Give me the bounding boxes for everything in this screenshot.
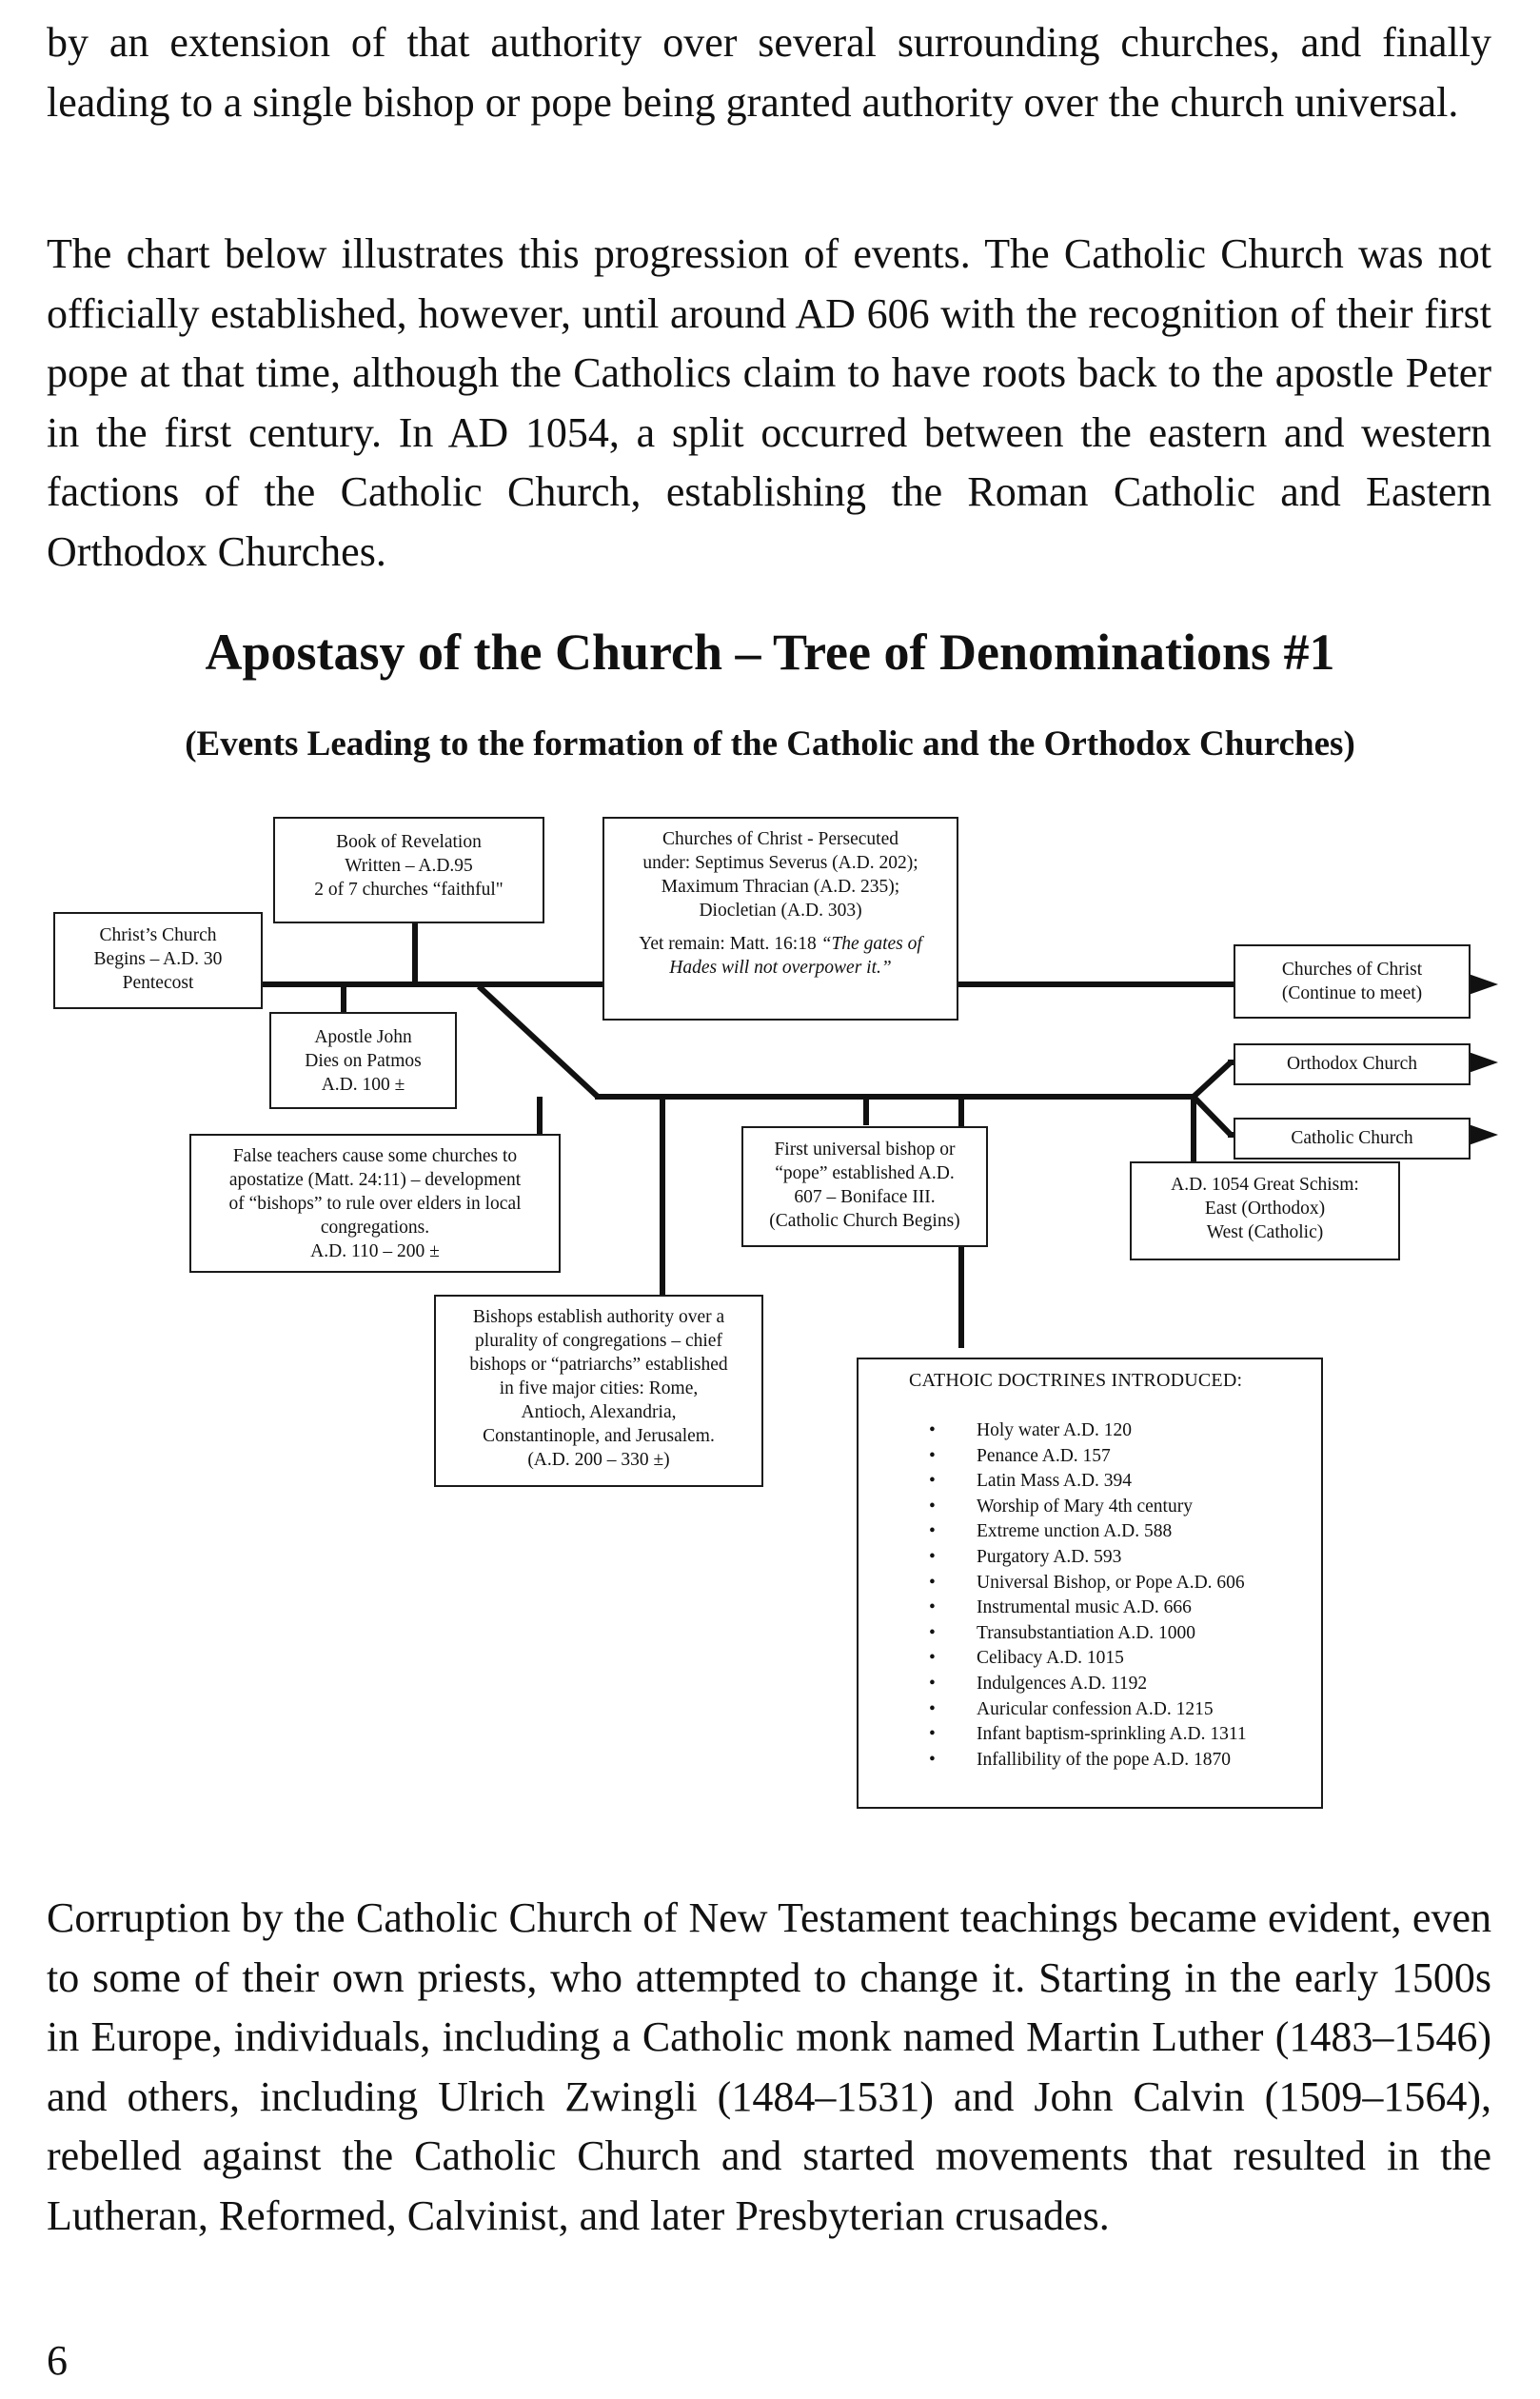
box-line: (A.D. 200 – 330 ±) [527, 1450, 670, 1470]
doctrine-item [859, 1418, 1247, 1444]
doctrine-text: Indulgences A.D. 1192 [977, 1673, 1148, 1694]
doctrine-item [859, 1495, 1247, 1520]
box-line: Written – A.D.95 [345, 856, 473, 876]
bullet-icon: • [929, 1698, 936, 1719]
bullet-icon: • [929, 1471, 936, 1492]
apostasy-branch-line [595, 1094, 1196, 1100]
doctrine-item [859, 1672, 1247, 1697]
schism-upper-diagonal [1194, 1062, 1231, 1097]
false-teachers-box [189, 1134, 561, 1273]
box-line: in five major cities: Rome, [499, 1378, 699, 1398]
doctrines-list [859, 1418, 1247, 1773]
paragraph-chart-explanation: The chart below illustrates this progression of events. The Catholic Church was not officially established, however, until around AD 606 with the recognition of their first pope at that time, although the Catholics claim to have roots back to the apostle Peter in the first century. In AD 1054, a split occurred between the eastern and western factions of the Catholic Church, establishing the Roman Catholic and Eastern Orthodox Churches. [47, 230, 1491, 575]
branch-diagonal [479, 986, 598, 1097]
box-line: bishops or “patriarchs” established [469, 1355, 728, 1375]
christs-church-box [53, 912, 263, 1009]
box-line: “pope” established A.D. [775, 1163, 955, 1183]
great-schism-box [1130, 1161, 1400, 1260]
box-line: Apostle John [314, 1027, 412, 1047]
box-line: Pentecost [122, 973, 194, 993]
paragraph-corruption: Corruption by the Catholic Church of New Testament teachings became evident, even to some of their own priests, who attempted to change it. Starting in the early 1500s in Europe, individuals, including a Catholic monk named Martin Luther (1483–1546) and others, including Ulrich Zwingli (1484–1531) and John Calvin (1509–1564), rebelled against the Catholic Church and started movements that resulted in the Lutheran, Reformed, Calvinist, and later Presbyterian crusades. [47, 1894, 1491, 2239]
bullet-icon: • [929, 1572, 936, 1593]
box-line: A.D. 1054 Great Schism: [1171, 1175, 1359, 1195]
doctrine-text: Instrumental music A.D. 666 [977, 1597, 1192, 1618]
diagram-subtitle: (Events Leading to the formation of the Catholic and the Orthodox Churches) [185, 724, 1355, 763]
box-line: 2 of 7 churches “faithful" [314, 880, 503, 900]
doctrine-item [859, 1646, 1247, 1672]
doctrine-text: Universal Bishop, or Pope A.D. 606 [977, 1572, 1245, 1593]
bishops-connector [660, 1097, 665, 1295]
book-of-revelation-box [273, 817, 544, 923]
doctrine-text: Auricular confession A.D. 1215 [977, 1698, 1214, 1719]
doctrine-item [859, 1444, 1247, 1470]
bullet-icon: • [929, 1749, 936, 1770]
orthodox-arrow [1466, 1051, 1498, 1074]
paragraph-intro-continuation: by an extension of that authority over several surrounding churches, and finally leading to a single bishop or pope being granted authority over the church universal. [47, 19, 1491, 126]
doctrine-item [859, 1621, 1247, 1647]
bishops-authority-box [434, 1295, 763, 1487]
remain-quote-2: Hades will not overpower it.” [669, 958, 892, 978]
doctrine-item [859, 1545, 1247, 1571]
doctrine-text: Celibacy A.D. 1015 [977, 1648, 1124, 1669]
box-line: congregations. [320, 1218, 430, 1238]
doctrine-text: Holy water A.D. 120 [977, 1420, 1133, 1440]
box-line: Christ’s Church [99, 925, 217, 945]
bullet-icon: • [929, 1622, 936, 1643]
box-line: Antioch, Alexandria, [521, 1402, 677, 1422]
first-pope-box [741, 1126, 988, 1247]
catholic-arrow [1466, 1123, 1498, 1146]
doctrine-item [859, 1722, 1247, 1748]
remain-quote-1: “The gates of [820, 934, 922, 954]
doctrine-text: Infallibility of the pope A.D. 1870 [977, 1749, 1232, 1770]
box-line: Constantinople, and Jerusalem. [483, 1426, 715, 1446]
doctrine-item [859, 1519, 1247, 1545]
bullet-icon: • [929, 1597, 936, 1618]
doctrine-text: Worship of Mary 4th century [977, 1496, 1193, 1517]
box-line: of “bishops” to rule over elders in local [228, 1194, 522, 1214]
box-line: Dies on Patmos [305, 1051, 422, 1071]
schism-connector [1191, 1097, 1196, 1165]
box-line [604, 956, 957, 980]
box-line [604, 932, 957, 956]
doctrines-header: CATHOIC DOCTRINES INTRODUCED: [909, 1370, 1243, 1391]
tree-of-denominations-diagram [0, 800, 1540, 1828]
box-line: West (Catholic) [1206, 1222, 1324, 1242]
bullet-icon: • [929, 1724, 936, 1745]
bullet-icon: • [929, 1445, 936, 1466]
churches-of-christ-box [1234, 944, 1471, 1019]
box-line: Book of Revelation [336, 832, 482, 852]
box-line: 607 – Boniface III. [794, 1187, 936, 1207]
doctrine-item [859, 1596, 1247, 1621]
catholic-church-box [1234, 1118, 1471, 1160]
doctrine-item [859, 1748, 1247, 1774]
box-line: Catholic Church [1291, 1128, 1413, 1148]
box-line: East (Orthodox) [1204, 1199, 1326, 1219]
box-line: apostatize (Matt. 24:11) – development [228, 1170, 522, 1190]
box-line: Churches of Christ - Persecuted [661, 829, 899, 849]
box-line: under: Septimus Severus (A.D. 202); [642, 853, 918, 873]
persecuted-churches-box [602, 817, 958, 1021]
bullet-icon: • [929, 1546, 936, 1567]
box-line: A.D. 100 ± [321, 1075, 405, 1095]
bullet-icon: • [929, 1496, 936, 1517]
doctrine-text: Penance A.D. 157 [977, 1445, 1111, 1466]
remain-prefix: Yet remain: Matt. 16:18 [639, 934, 821, 954]
catholic-doctrines-box [857, 1358, 1323, 1809]
doctrine-text: Latin Mass A.D. 394 [977, 1471, 1133, 1492]
bullet-icon: • [929, 1673, 936, 1694]
box-line: False teachers cause some churches to [232, 1146, 518, 1166]
box-line: (Catholic Church Begins) [769, 1211, 960, 1231]
box-line: A.D. 110 – 200 ± [310, 1241, 440, 1261]
box-line: Diocletian (A.D. 303) [699, 901, 862, 921]
box-line: (Continue to meet) [1281, 983, 1423, 1003]
doctrine-item [859, 1571, 1247, 1596]
first-pope-connector [863, 1097, 869, 1125]
bullet-icon: • [929, 1420, 936, 1440]
box-line: Begins – A.D. 30 [93, 949, 223, 969]
doctrine-item [859, 1697, 1247, 1723]
box-line: plurality of congregations – chief [475, 1331, 722, 1351]
bullet-icon: • [929, 1521, 936, 1542]
box-line: Orthodox Church [1286, 1054, 1418, 1074]
doctrine-text: Infant baptism-sprinkling A.D. 1311 [977, 1724, 1247, 1745]
orthodox-church-box [1234, 1043, 1471, 1085]
bullet-icon: • [929, 1648, 936, 1669]
page-number: 6 [47, 2337, 68, 2384]
box-line: Bishops establish authority over a [472, 1307, 725, 1327]
box-line: Maximum Thracian (A.D. 235); [661, 877, 900, 897]
doctrine-text: Purgatory A.D. 593 [977, 1546, 1122, 1567]
doctrine-text: Transubstantiation A.D. 1000 [977, 1622, 1196, 1643]
diagram-title: Apostasy of the Church – Tree of Denominations #1 [205, 624, 1335, 681]
box-line: Churches of Christ [1281, 960, 1423, 980]
doctrine-item [859, 1469, 1247, 1495]
schism-lower-diagonal [1194, 1097, 1231, 1135]
box-line: First universal bishop or [774, 1140, 956, 1160]
apostle-john-box [269, 1012, 457, 1109]
doctrine-text: Extreme unction A.D. 588 [977, 1521, 1173, 1542]
